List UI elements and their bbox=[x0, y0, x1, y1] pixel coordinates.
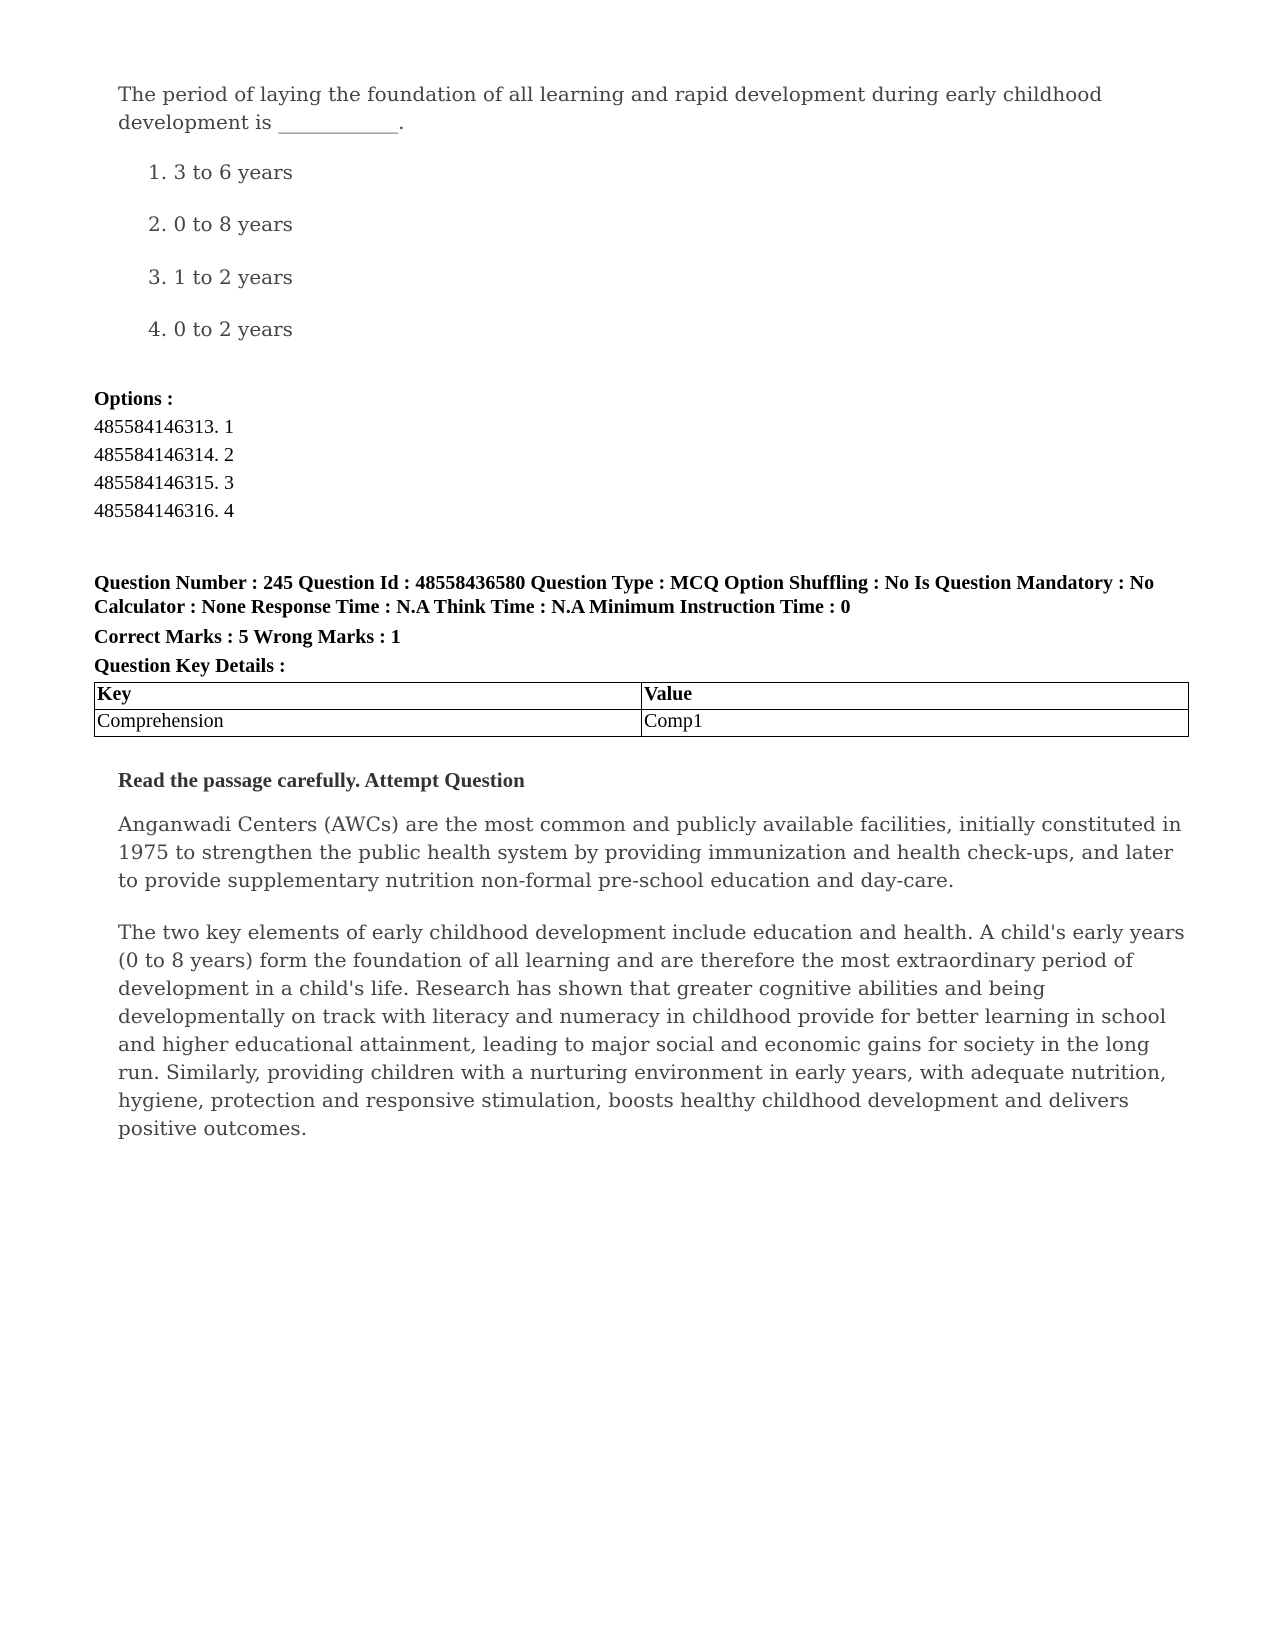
question-stem: The period of laying the foundation of all learning and rapid development during early childhood development is ____________. bbox=[118, 82, 1103, 134]
key-table-header-row bbox=[95, 683, 1189, 710]
option-id-line-1: 485584146313. 1 bbox=[94, 416, 234, 438]
option-id-line-2: 485584146314. 2 bbox=[94, 444, 234, 466]
question-metadata: Question Number : 245 Question Id : 48558436580 Question Type : MCQ Option Shuffling : No Is Question Mandatory : No Calculator : None Response Time : N.A Think Time : N.A Minimum Instruction Time : 0 bbox=[94, 572, 1155, 618]
passage-heading: Read the passage carefully. Attempt Question bbox=[118, 768, 525, 792]
option-id-line-4: 485584146316. 4 bbox=[94, 500, 234, 522]
question-option-3: 3. 1 to 2 years bbox=[148, 265, 293, 289]
question-option-1: 1. 3 to 6 years bbox=[148, 160, 293, 184]
key-cell: Comprehension bbox=[95, 710, 642, 737]
key-details-heading: Question Key Details : bbox=[94, 655, 286, 677]
value-cell: Comp1 bbox=[642, 710, 1189, 737]
question-option-2: 2. 0 to 8 years bbox=[148, 212, 293, 236]
marks-info: Correct Marks : 5 Wrong Marks : 1 bbox=[94, 626, 401, 648]
table-row bbox=[95, 710, 1189, 737]
options-heading: Options : bbox=[94, 388, 174, 410]
question-key-table bbox=[94, 682, 1189, 737]
passage-paragraph-2: The two key elements of early childhood development include education and health. A child's early years (0 to 8 years) form the foundation of all learning and are therefore the most extraordinary period of development in a child's life. Research has shown that greater cognitive abilities and being developmentally on track with literacy and numeracy in childhood provide for better learning in school and higher educational attainment, leading to major social and economic gains for society in the long run. Similarly, providing children with a nurturing environment in early years, with adequate nutrition, hygiene, protection and responsive stimulation, boosts healthy childhood development and delivers positive outcomes. bbox=[118, 920, 1185, 1140]
passage-paragraph-1: Anganwadi Centers (AWCs) are the most common and publicly available facilities, initially constituted in 1975 to strengthen the public health system by providing immunization and health check-ups, and later to provide supplementary nutrition non-formal pre-school education and day-care. bbox=[118, 812, 1182, 892]
key-column-header: Key bbox=[95, 683, 642, 710]
value-column-header: Value bbox=[642, 683, 1189, 710]
question-option-4: 4. 0 to 2 years bbox=[148, 317, 293, 341]
option-id-line-3: 485584146315. 3 bbox=[94, 472, 234, 494]
